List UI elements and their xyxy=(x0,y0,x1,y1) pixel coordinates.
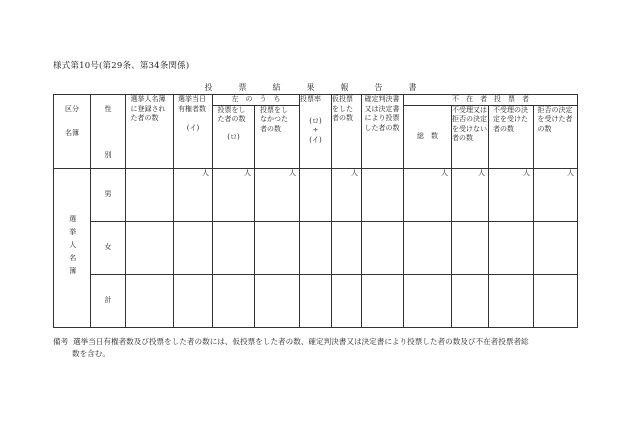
absentee-header: 不 在 者 投 票 者 xyxy=(404,95,578,106)
unit-turnout xyxy=(300,168,332,221)
row-label-female: 女 xyxy=(91,221,126,274)
unit-rejected-decision: 人 xyxy=(534,168,578,221)
rejected-decision-header: 拒否の決定を受けた者の数 xyxy=(534,105,578,168)
row-label-total: 計 xyxy=(91,274,126,327)
voted-header: 投票をした者の数 (ロ) xyxy=(213,105,255,168)
unit-eligible: 人 xyxy=(174,168,213,221)
form-number: 様式第10号(第29条、第34条関係) xyxy=(53,61,190,71)
remarks-text: 選挙当日有権者数及び投票をした者の数には、仮投票をした者の数、確定判決書又は決定書により投票した者の数及び不在者投票者総 xyxy=(73,337,529,346)
unit-provisional: 人 xyxy=(332,168,362,221)
turnout-header: 投票率 (ロ) ÷ (イ) xyxy=(300,95,332,169)
unit-unaccepted-decision: 人 xyxy=(489,168,534,221)
unit-voted: 人 xyxy=(213,168,255,221)
unit-absentee-total: 人 xyxy=(404,168,452,221)
category-header: 区分 名簿 xyxy=(54,95,91,169)
provisional-header: 仮投票をした者の数 xyxy=(332,95,362,169)
voting-result-table xyxy=(53,94,578,328)
registered-header: 選挙人名簿に登録された者の数 xyxy=(126,95,174,169)
voter-roll-label: 選挙人名簿 xyxy=(54,168,91,327)
confirmed-header: 確定判決書又は決定書により投票した者の数 xyxy=(362,95,404,169)
absentee-total-header: 総 数 xyxy=(404,105,452,168)
eligible-header: 選挙当日有権者数 (イ) xyxy=(174,95,213,169)
unit-confirmed xyxy=(362,168,404,221)
row-label-male: 男 xyxy=(91,168,126,221)
remarks xyxy=(53,336,578,360)
not-voted-header: 投票をしなかつた者の数 xyxy=(255,105,300,168)
sex-header: 性 別 xyxy=(91,95,126,169)
document-title: 投 票 結 果 報 告 書 xyxy=(204,83,426,92)
unaccepted-no-decision-header: 不受理又は拒否の決定を受けない者の数 xyxy=(452,105,489,168)
unit-not-voted: 人 xyxy=(255,168,300,221)
unit-unaccepted-no-decision: 人 xyxy=(452,168,489,221)
unaccepted-decision-header: 不受理の決定を受けた者の数 xyxy=(489,105,534,168)
unit-registered xyxy=(126,168,174,221)
remarks-continuation: 数を含む。 xyxy=(72,349,110,358)
breakdown-header: 左 の う ち xyxy=(213,95,300,106)
remarks-label: 備考 xyxy=(53,337,69,346)
